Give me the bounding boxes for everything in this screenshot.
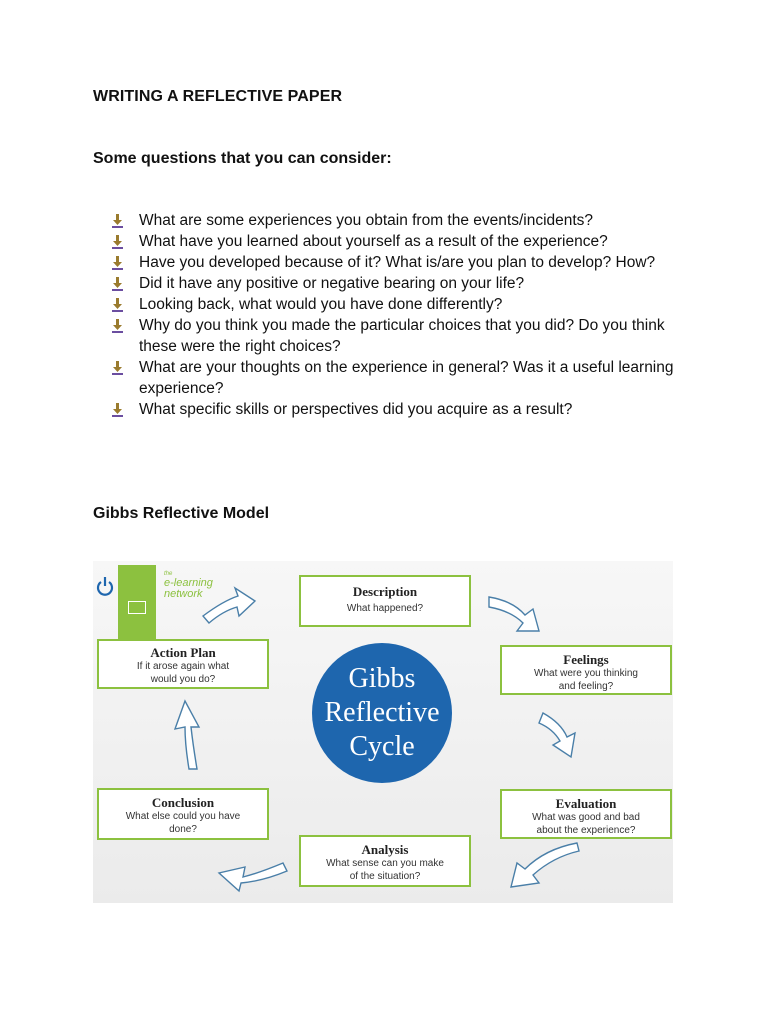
arrow-bullet-icon	[112, 214, 124, 228]
stage-question-line-2: done?	[169, 824, 197, 835]
center-line-3: Cycle	[349, 731, 415, 762]
list-item: Why do you think you made the particular choices that you did? Do you think these were the right choices?	[112, 315, 702, 357]
list-item: Have you developed because of it? What is/are you plan to develop? How?	[112, 252, 702, 273]
arrow-icon	[511, 843, 579, 887]
stage-conclusion	[97, 788, 269, 840]
logo-text	[164, 571, 284, 600]
image-icon	[128, 601, 146, 614]
arrow-icon	[175, 701, 199, 769]
arrow-icon	[219, 863, 287, 891]
list-item: What are your thoughts on the experience in general? Was it a useful learning experience?	[112, 357, 702, 399]
arrow-bullet-icon	[112, 319, 124, 333]
center-circle	[312, 643, 452, 783]
logo-line-1: e-learning	[164, 577, 213, 589]
logo-small-text: the	[164, 571, 173, 577]
model-heading: Gibbs Reflective Model	[93, 505, 270, 522]
stage-question-line-1: What sense can you make	[326, 858, 444, 869]
document-title: WRITING A REFLECTIVE PAPER	[93, 88, 343, 105]
question-list	[112, 210, 702, 420]
stage-question-line-2: of the situation?	[349, 871, 421, 882]
list-item: Looking back, what would you have done differently?	[112, 294, 702, 315]
center-line-1: Gibbs	[348, 663, 416, 694]
stage-title: Analysis	[361, 842, 409, 857]
arrow-bullet-icon	[112, 403, 124, 417]
center-line-2: Reflective	[324, 697, 440, 728]
logo-line-2: network	[164, 588, 203, 600]
stage-action-plan	[97, 639, 269, 689]
stage-question-line-1: If it arose again what	[136, 661, 230, 672]
questions-subheading: Some questions that you can consider:	[93, 150, 392, 167]
arrow-icon	[489, 597, 539, 631]
stage-evaluation	[500, 789, 672, 839]
stage-title: Conclusion	[151, 795, 215, 810]
stage-description	[299, 575, 471, 627]
stage-title: Feelings	[563, 652, 609, 667]
list-item: What are some experiences you obtain from the events/incidents?	[112, 210, 702, 231]
stage-title: Description	[352, 584, 418, 599]
list-item: What specific skills or perspectives did you acquire as a result?	[112, 399, 702, 420]
stage-question-line-2: and feeling?	[558, 681, 614, 692]
stage-question-line-1: What else could you have	[125, 811, 241, 822]
stage-question-line-1: What was good and bad	[532, 812, 640, 823]
stage-question-line-2: about the experience?	[536, 825, 636, 836]
arrow-bullet-icon	[112, 361, 124, 375]
arrow-bullet-icon	[112, 298, 124, 312]
stage-question: What happened?	[346, 603, 424, 614]
stage-title: Evaluation	[555, 796, 617, 811]
stage-question-line-2: would you do?	[150, 674, 216, 685]
list-item: Did it have any positive or negative bearing on your life?	[112, 273, 702, 294]
arrow-bullet-icon	[112, 256, 124, 270]
arrow-bullet-icon	[112, 235, 124, 249]
stage-feelings	[500, 645, 672, 695]
arrow-bullet-icon	[112, 277, 124, 291]
stage-analysis	[299, 835, 471, 887]
power-icon	[96, 575, 114, 597]
list-item: What have you learned about yourself as a result of the experience?	[112, 231, 702, 252]
stage-question-line-1: What were you thinking	[534, 668, 638, 679]
gibbs-cycle-diagram	[93, 561, 673, 903]
arrow-icon	[539, 713, 575, 757]
stage-title: Action Plan	[150, 645, 216, 660]
